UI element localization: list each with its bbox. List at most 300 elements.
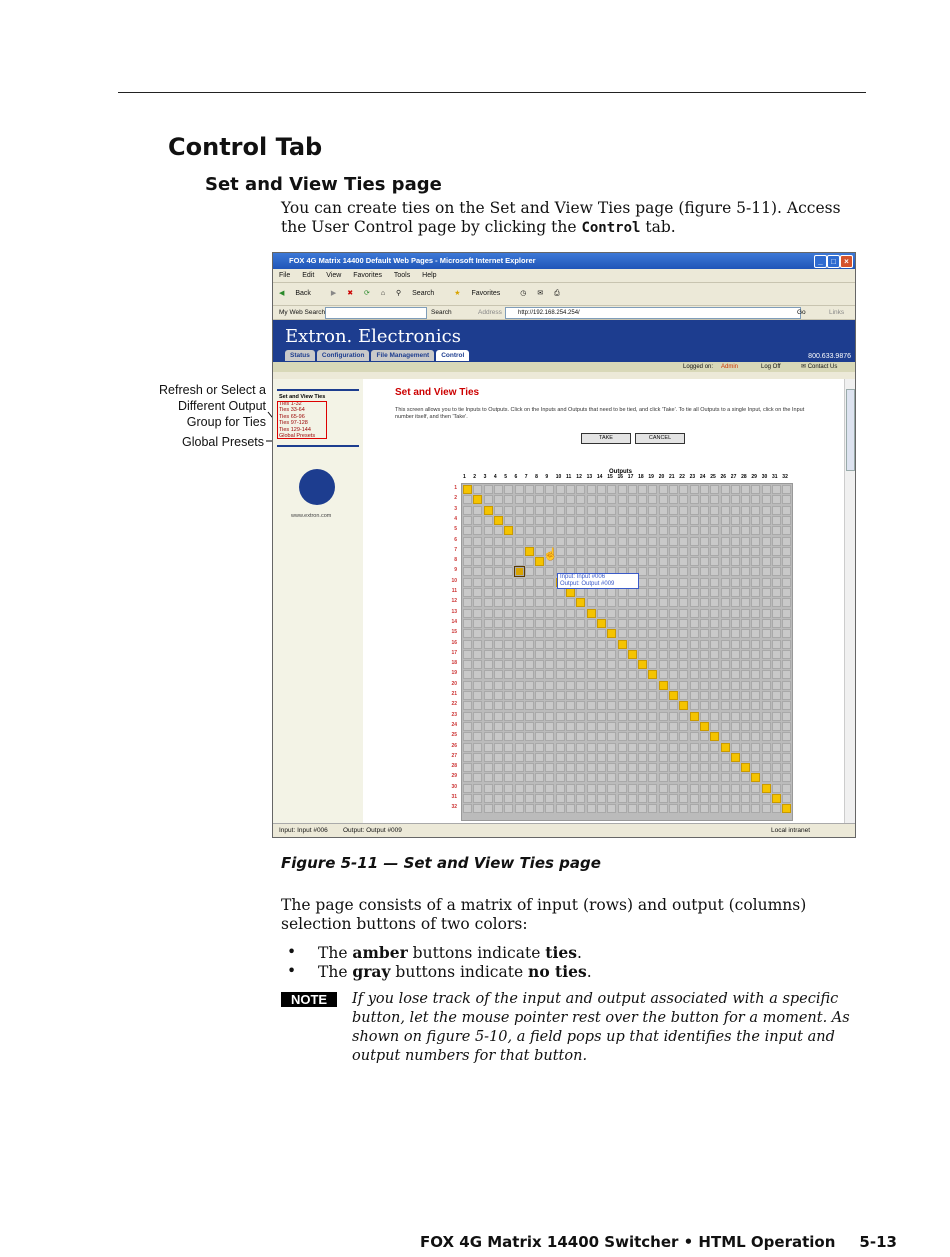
tie-button[interactable] xyxy=(618,495,627,504)
tie-button[interactable] xyxy=(463,804,472,813)
tie-button[interactable] xyxy=(669,567,678,576)
tie-button[interactable] xyxy=(690,743,699,752)
input-label[interactable]: 17 xyxy=(451,649,457,656)
tie-button[interactable] xyxy=(607,557,616,566)
tie-button[interactable] xyxy=(556,681,565,690)
tie-button[interactable] xyxy=(762,773,771,782)
tie-button[interactable] xyxy=(576,712,585,721)
input-label[interactable]: 28 xyxy=(451,763,457,770)
tie-button[interactable] xyxy=(762,743,771,752)
tie-button[interactable] xyxy=(741,629,750,638)
input-label[interactable]: 21 xyxy=(451,691,457,697)
tie-button[interactable] xyxy=(751,526,760,535)
tie-button[interactable] xyxy=(700,629,709,638)
tie-button[interactable] xyxy=(628,516,637,525)
tie-button[interactable] xyxy=(710,691,719,700)
tie-button[interactable] xyxy=(731,650,740,659)
tie-button[interactable] xyxy=(535,526,544,535)
tie-button[interactable] xyxy=(473,732,482,741)
tie-button[interactable] xyxy=(700,485,709,494)
tie-button[interactable] xyxy=(659,773,668,782)
tie-button[interactable] xyxy=(597,485,606,494)
tie-button[interactable] xyxy=(669,753,678,762)
tie-button[interactable] xyxy=(690,578,699,587)
search-button[interactable]: ⚲ Search xyxy=(396,290,435,297)
tie-button[interactable] xyxy=(648,495,657,504)
tie-button[interactable] xyxy=(535,485,544,494)
tie-button[interactable] xyxy=(618,681,627,690)
tie-button[interactable] xyxy=(587,588,596,597)
tie-button[interactable] xyxy=(690,670,699,679)
tie-button[interactable] xyxy=(690,681,699,690)
tie-button[interactable] xyxy=(525,743,534,752)
tie-button[interactable] xyxy=(751,804,760,813)
tie-button[interactable] xyxy=(731,701,740,710)
tie-button[interactable] xyxy=(648,516,657,525)
tie-button[interactable] xyxy=(782,629,791,638)
tie-button[interactable] xyxy=(731,567,740,576)
tie-button[interactable] xyxy=(494,506,503,515)
tie-button[interactable] xyxy=(576,619,585,628)
tie-button[interactable] xyxy=(597,691,606,700)
tie-button[interactable] xyxy=(576,773,585,782)
tie-button[interactable] xyxy=(484,743,493,752)
tie-button[interactable] xyxy=(721,619,730,628)
tie-button[interactable] xyxy=(721,485,730,494)
tie-button[interactable] xyxy=(782,557,791,566)
input-label[interactable]: 9 xyxy=(454,567,457,574)
tie-button[interactable] xyxy=(576,784,585,793)
tie-button[interactable] xyxy=(772,578,781,587)
tie-button[interactable] xyxy=(515,578,524,587)
tie-button[interactable] xyxy=(494,743,503,752)
tie-button[interactable] xyxy=(638,598,647,607)
tie-button[interactable] xyxy=(762,712,771,721)
tie-button[interactable] xyxy=(741,506,750,515)
tie-button[interactable] xyxy=(597,629,606,638)
tie-button[interactable] xyxy=(484,660,493,669)
tie-button[interactable] xyxy=(638,753,647,762)
tie-button[interactable] xyxy=(721,701,730,710)
tie-button[interactable] xyxy=(772,670,781,679)
tie-button[interactable] xyxy=(535,773,544,782)
tie-button[interactable] xyxy=(690,526,699,535)
tie-button[interactable] xyxy=(690,619,699,628)
tie-button[interactable] xyxy=(731,794,740,803)
tie-button[interactable] xyxy=(473,743,482,752)
tie-button[interactable] xyxy=(545,732,554,741)
tie-button[interactable] xyxy=(607,763,616,772)
tie-button[interactable] xyxy=(484,650,493,659)
tie-button[interactable] xyxy=(782,640,791,649)
tie-button[interactable] xyxy=(669,650,678,659)
tie-button[interactable] xyxy=(473,495,482,504)
tie-button[interactable] xyxy=(690,609,699,618)
output-label[interactable]: 23 xyxy=(689,474,696,480)
tie-button[interactable] xyxy=(463,763,472,772)
mail-icon[interactable]: ✉ xyxy=(537,290,544,297)
tie-button[interactable] xyxy=(700,578,709,587)
output-label[interactable]: 10 xyxy=(555,474,562,480)
tie-button[interactable] xyxy=(556,773,565,782)
tie-button[interactable] xyxy=(515,691,524,700)
tie-button[interactable] xyxy=(515,537,524,546)
tie-button[interactable] xyxy=(463,588,472,597)
tie-button[interactable] xyxy=(535,629,544,638)
tie-button[interactable] xyxy=(566,670,575,679)
web-search-button[interactable]: Search xyxy=(431,309,452,316)
tie-button[interactable] xyxy=(659,598,668,607)
tie-button[interactable] xyxy=(762,578,771,587)
tie-button[interactable] xyxy=(762,640,771,649)
tie-button[interactable] xyxy=(463,506,472,515)
tie-button[interactable] xyxy=(628,619,637,628)
tie-button[interactable] xyxy=(690,712,699,721)
tie-button[interactable] xyxy=(556,701,565,710)
tie-button[interactable] xyxy=(659,547,668,556)
tie-button[interactable] xyxy=(721,609,730,618)
tie-button[interactable] xyxy=(566,732,575,741)
tie-button[interactable] xyxy=(618,516,627,525)
tie-button[interactable] xyxy=(525,753,534,762)
tie-button[interactable] xyxy=(504,722,513,731)
input-label[interactable]: 12 xyxy=(451,598,457,605)
tie-button[interactable] xyxy=(484,506,493,515)
go-button[interactable]: Go xyxy=(797,309,806,316)
tie-button[interactable] xyxy=(566,629,575,638)
tie-button[interactable] xyxy=(690,588,699,597)
tie-button[interactable] xyxy=(628,732,637,741)
tie-button[interactable] xyxy=(535,753,544,762)
tie-button[interactable] xyxy=(690,598,699,607)
tie-button[interactable] xyxy=(566,557,575,566)
tie-button[interactable] xyxy=(700,547,709,556)
tie-button[interactable] xyxy=(463,567,472,576)
tie-button[interactable] xyxy=(700,701,709,710)
tie-button[interactable] xyxy=(597,712,606,721)
tie-button[interactable] xyxy=(597,526,606,535)
tie-button[interactable] xyxy=(638,804,647,813)
tie-button[interactable] xyxy=(782,794,791,803)
tie-button[interactable] xyxy=(741,753,750,762)
tie-button[interactable] xyxy=(556,598,565,607)
tie-button[interactable] xyxy=(751,516,760,525)
tie-button[interactable] xyxy=(690,804,699,813)
tie-button[interactable] xyxy=(494,609,503,618)
tie-button[interactable] xyxy=(504,609,513,618)
tie-button[interactable] xyxy=(607,691,616,700)
tie-button[interactable] xyxy=(576,629,585,638)
tie-button[interactable] xyxy=(721,660,730,669)
tie-button[interactable] xyxy=(628,526,637,535)
tie-button[interactable] xyxy=(700,743,709,752)
tie-button[interactable] xyxy=(556,804,565,813)
tie-button[interactable] xyxy=(618,794,627,803)
tie-button[interactable] xyxy=(587,712,596,721)
tie-button[interactable] xyxy=(494,681,503,690)
tie-button[interactable] xyxy=(659,670,668,679)
tie-button[interactable] xyxy=(587,660,596,669)
tie-button[interactable] xyxy=(700,722,709,731)
tie-button[interactable] xyxy=(597,598,606,607)
tie-button[interactable] xyxy=(638,567,647,576)
tie-button[interactable] xyxy=(762,598,771,607)
tie-button[interactable] xyxy=(690,495,699,504)
tie-button[interactable] xyxy=(473,722,482,731)
tie-button[interactable] xyxy=(545,588,554,597)
tie-button[interactable] xyxy=(484,712,493,721)
tie-button[interactable] xyxy=(587,526,596,535)
home-icon[interactable]: ⌂ xyxy=(380,290,386,297)
tie-button[interactable] xyxy=(607,722,616,731)
tie-button[interactable] xyxy=(721,722,730,731)
tie-button[interactable] xyxy=(741,784,750,793)
tie-button[interactable] xyxy=(762,722,771,731)
tie-button[interactable] xyxy=(566,516,575,525)
tie-button[interactable] xyxy=(618,753,627,762)
tie-button[interactable] xyxy=(515,753,524,762)
tie-button[interactable] xyxy=(484,588,493,597)
tie-button[interactable] xyxy=(731,516,740,525)
input-label[interactable]: 15 xyxy=(451,629,457,636)
tie-button[interactable] xyxy=(494,629,503,638)
tie-button[interactable] xyxy=(504,784,513,793)
tie-button[interactable] xyxy=(515,609,524,618)
tie-button[interactable] xyxy=(473,763,482,772)
tie-button[interactable] xyxy=(721,567,730,576)
tie-button[interactable] xyxy=(515,701,524,710)
tie-button[interactable] xyxy=(700,763,709,772)
tie-button[interactable] xyxy=(484,619,493,628)
tie-button[interactable] xyxy=(535,506,544,515)
tie-button[interactable] xyxy=(710,557,719,566)
tie-button[interactable] xyxy=(597,722,606,731)
tie-button[interactable] xyxy=(772,506,781,515)
tie-button[interactable] xyxy=(659,578,668,587)
tie-button[interactable] xyxy=(494,691,503,700)
tie-button[interactable] xyxy=(535,578,544,587)
tie-button[interactable] xyxy=(638,701,647,710)
tie-button[interactable] xyxy=(556,506,565,515)
tie-button[interactable] xyxy=(535,804,544,813)
tie-button[interactable] xyxy=(721,681,730,690)
tie-button[interactable] xyxy=(772,773,781,782)
tie-button[interactable] xyxy=(762,753,771,762)
tie-button[interactable] xyxy=(762,701,771,710)
tie-button[interactable] xyxy=(638,670,647,679)
tie-button[interactable] xyxy=(504,753,513,762)
tie-button[interactable] xyxy=(721,794,730,803)
tie-button[interactable] xyxy=(484,609,493,618)
tie-button[interactable] xyxy=(515,804,524,813)
ties-129-144-link[interactable]: Ties 129-144 xyxy=(279,426,311,433)
tie-button[interactable] xyxy=(772,629,781,638)
tie-button[interactable] xyxy=(648,598,657,607)
tie-button[interactable] xyxy=(545,526,554,535)
tie-button[interactable] xyxy=(473,660,482,669)
tie-button[interactable] xyxy=(669,763,678,772)
tie-button[interactable] xyxy=(556,609,565,618)
tie-button[interactable] xyxy=(648,588,657,597)
tie-button[interactable] xyxy=(731,588,740,597)
tie-button[interactable] xyxy=(772,567,781,576)
tie-button[interactable] xyxy=(484,485,493,494)
tie-button[interactable] xyxy=(545,784,554,793)
tie-button[interactable] xyxy=(710,660,719,669)
tie-button[interactable] xyxy=(782,588,791,597)
tie-button[interactable] xyxy=(772,681,781,690)
tie-button[interactable] xyxy=(782,701,791,710)
tie-button[interactable] xyxy=(618,701,627,710)
tie-button[interactable] xyxy=(690,784,699,793)
tie-button[interactable] xyxy=(648,506,657,515)
tie-button[interactable] xyxy=(607,495,616,504)
tie-button[interactable] xyxy=(515,660,524,669)
tie-button[interactable] xyxy=(473,670,482,679)
tie-button[interactable] xyxy=(556,640,565,649)
tie-button[interactable] xyxy=(545,701,554,710)
tie-button[interactable] xyxy=(576,598,585,607)
output-label[interactable]: 25 xyxy=(710,474,716,480)
tie-button[interactable] xyxy=(669,640,678,649)
tie-button[interactable] xyxy=(700,506,709,515)
tie-button[interactable] xyxy=(504,670,513,679)
tie-button[interactable] xyxy=(484,537,493,546)
tie-button[interactable] xyxy=(751,691,760,700)
tie-button[interactable] xyxy=(484,763,493,772)
tie-button[interactable] xyxy=(700,495,709,504)
tie-button[interactable] xyxy=(731,681,740,690)
menu-view[interactable]: View xyxy=(326,272,342,279)
tie-button[interactable] xyxy=(618,784,627,793)
tie-button[interactable] xyxy=(566,485,575,494)
tie-button[interactable] xyxy=(741,578,750,587)
output-label[interactable]: 29 xyxy=(751,474,757,480)
tie-button[interactable] xyxy=(679,609,688,618)
tie-button[interactable] xyxy=(721,537,730,546)
tie-button[interactable] xyxy=(525,495,534,504)
tie-button[interactable] xyxy=(607,712,616,721)
tie-button[interactable] xyxy=(638,588,647,597)
tie-button[interactable] xyxy=(741,712,750,721)
tie-button[interactable] xyxy=(772,516,781,525)
tie-button[interactable] xyxy=(700,660,709,669)
tie-button[interactable] xyxy=(628,537,637,546)
tie-button[interactable] xyxy=(463,578,472,587)
tie-button[interactable] xyxy=(679,784,688,793)
tie-button[interactable] xyxy=(566,537,575,546)
tie-button[interactable] xyxy=(525,691,534,700)
tie-button[interactable] xyxy=(772,640,781,649)
tie-button[interactable] xyxy=(762,485,771,494)
tie-button[interactable] xyxy=(473,506,482,515)
tie-button[interactable] xyxy=(628,598,637,607)
tie-button[interactable] xyxy=(525,722,534,731)
tie-button[interactable] xyxy=(638,763,647,772)
menu-edit[interactable]: Edit xyxy=(302,272,315,279)
tie-button[interactable] xyxy=(484,567,493,576)
favorites-button[interactable]: ★ Favorites xyxy=(454,290,501,297)
tie-button[interactable] xyxy=(494,526,503,535)
tie-button[interactable] xyxy=(504,712,513,721)
input-label[interactable]: 7 xyxy=(454,546,457,553)
tie-button[interactable] xyxy=(597,516,606,525)
tie-button[interactable] xyxy=(566,701,575,710)
tie-button[interactable] xyxy=(618,763,627,772)
tie-button[interactable] xyxy=(473,784,482,793)
tie-button[interactable] xyxy=(690,516,699,525)
tie-button[interactable] xyxy=(638,516,647,525)
tie-button[interactable] xyxy=(463,732,472,741)
tie-button[interactable] xyxy=(556,743,565,752)
output-label[interactable]: 28 xyxy=(741,474,747,480)
tie-button[interactable] xyxy=(628,547,637,556)
scrollbar-thumb[interactable] xyxy=(846,389,855,471)
tie-button[interactable] xyxy=(628,506,637,515)
tie-button[interactable] xyxy=(741,773,750,782)
tie-button[interactable] xyxy=(659,506,668,515)
tie-button[interactable] xyxy=(710,743,719,752)
tie-button[interactable] xyxy=(782,722,791,731)
tie-button[interactable] xyxy=(473,691,482,700)
output-label[interactable]: 27 xyxy=(730,474,737,480)
address-input[interactable]: http://192.168.254.254/ xyxy=(505,307,801,319)
tie-button[interactable] xyxy=(484,629,493,638)
tie-button[interactable] xyxy=(731,743,740,752)
tie-button[interactable] xyxy=(669,784,678,793)
input-label[interactable]: 1 xyxy=(454,485,457,491)
tie-button[interactable] xyxy=(700,526,709,535)
tie-button[interactable] xyxy=(638,609,647,618)
tie-button[interactable] xyxy=(659,516,668,525)
tie-button[interactable] xyxy=(782,712,791,721)
tie-button[interactable] xyxy=(731,763,740,772)
tie-button[interactable] xyxy=(618,650,627,659)
tie-button[interactable] xyxy=(669,660,678,669)
tie-button[interactable] xyxy=(741,660,750,669)
tie-button[interactable] xyxy=(659,485,668,494)
tie-button[interactable] xyxy=(679,598,688,607)
tie-button[interactable] xyxy=(535,640,544,649)
tie-button[interactable] xyxy=(484,722,493,731)
tie-button[interactable] xyxy=(607,650,616,659)
tie-button[interactable] xyxy=(618,506,627,515)
tie-button[interactable] xyxy=(628,743,637,752)
tie-button[interactable] xyxy=(762,567,771,576)
input-label[interactable]: 22 xyxy=(451,701,457,708)
tie-button[interactable] xyxy=(576,681,585,690)
tie-button[interactable] xyxy=(721,640,730,649)
tie-button[interactable] xyxy=(607,732,616,741)
tie-button[interactable] xyxy=(535,670,544,679)
tie-button[interactable] xyxy=(504,629,513,638)
tie-button[interactable] xyxy=(494,804,503,813)
tie-button[interactable] xyxy=(618,743,627,752)
tie-button[interactable] xyxy=(721,804,730,813)
tie-button[interactable] xyxy=(566,609,575,618)
tie-button[interactable] xyxy=(545,578,554,587)
tie-button[interactable] xyxy=(494,547,503,556)
tie-button[interactable] xyxy=(690,753,699,762)
tie-button[interactable] xyxy=(463,537,472,546)
tie-button[interactable] xyxy=(566,495,575,504)
forward-icon[interactable]: ▶ xyxy=(330,290,337,297)
tie-button[interactable] xyxy=(545,743,554,752)
vertical-scrollbar[interactable] xyxy=(844,379,855,823)
tie-button[interactable] xyxy=(494,588,503,597)
tie-button[interactable] xyxy=(679,588,688,597)
tie-button[interactable] xyxy=(628,485,637,494)
